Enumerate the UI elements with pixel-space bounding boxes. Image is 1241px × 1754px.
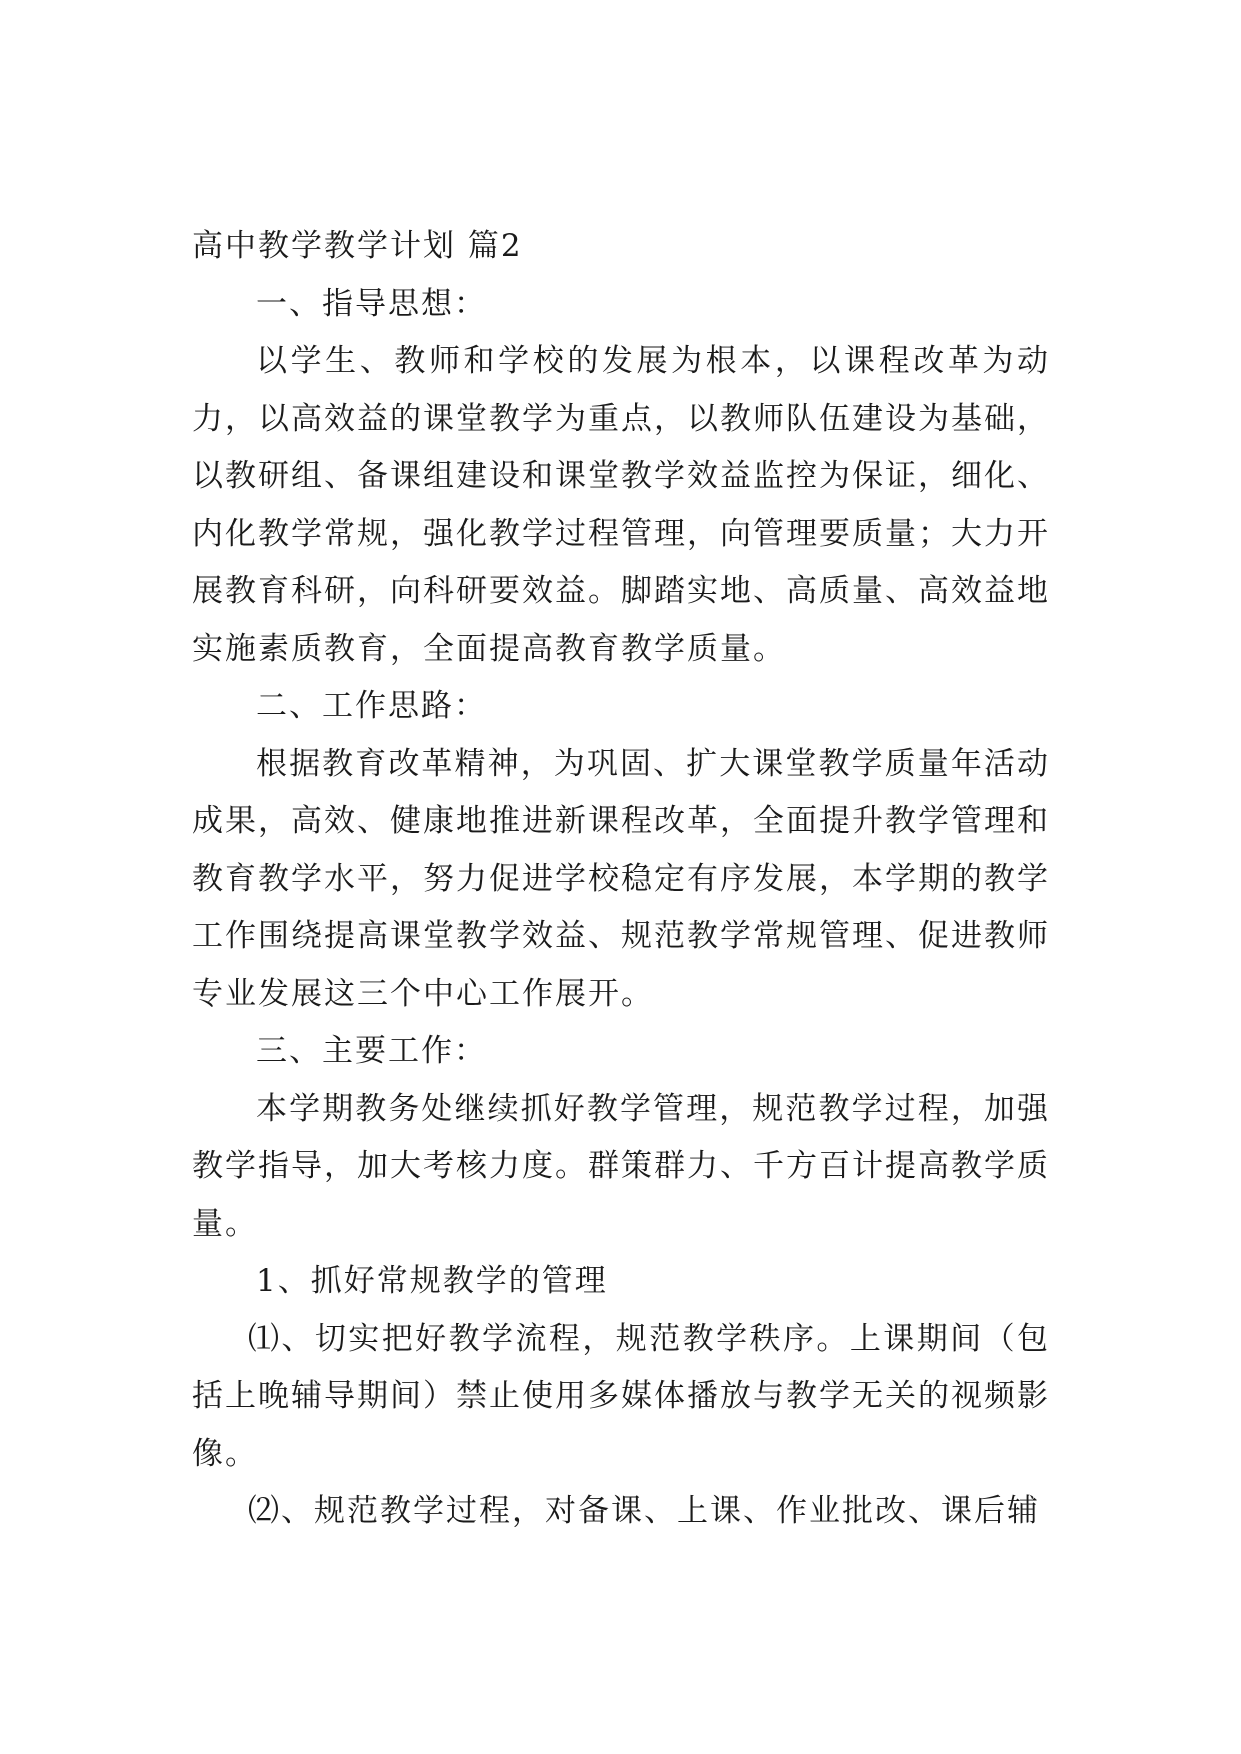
list-item-standardize-process: ⑵、规范教学过程，对备课、上课、作业批改、课后辅 [248,1493,1040,1529]
section-heading-main-work: 三、主要工作： [256,1033,487,1069]
section-heading-guiding-ideology: 一、指导思想： [256,285,487,322]
document-title: 高中教学教学计划 篇2 [192,228,523,264]
paragraph-guiding-ideology: 以学生、教师和学校的发展为根本，以课程改革为动力，以高效益的课堂教学为重点，以教师队伍建设为基础，以教研组、备课组建设和课堂教学效益监控为保证，细化、内化教学常规，强化教学过程管理，向管理要质量；大力开展教育科研，向科研要效益。脚踏实地、高质量、高效益地实施素质教育，全面提高教育教学质量。 [192,343,1050,667]
section-heading-work-approach: 二、工作思路： [256,688,487,724]
paragraph-main-work: 本学期教务处继续抓好教学管理，规范教学过程，加强教学指导，加大考核力度。群策群力、千方百计提高教学质量。 [192,1090,1050,1242]
paragraph-work-approach: 根据教育改革精神，为巩固、扩大课堂教学质量年活动成果，高效、健康地推进新课程改革，全面提升教学管理和教育教学水平，努力促进学校稳定有序发展，本学期的教学工作围绕提高课堂教学效益、规范教学常规管理、促进教师专业发展这三个中心工作展开。 [192,745,1050,1012]
document-body [192,218,1050,1541]
subsection-heading-routine-teaching: 1、抓好常规教学的管理 [256,1263,608,1299]
list-item-teaching-process: ⑴、切实把好教学流程，规范教学秩序。上课期间（包括上晚辅导期间）禁止使用多媒体播放与教学无关的视频影像。 [192,1320,1050,1472]
